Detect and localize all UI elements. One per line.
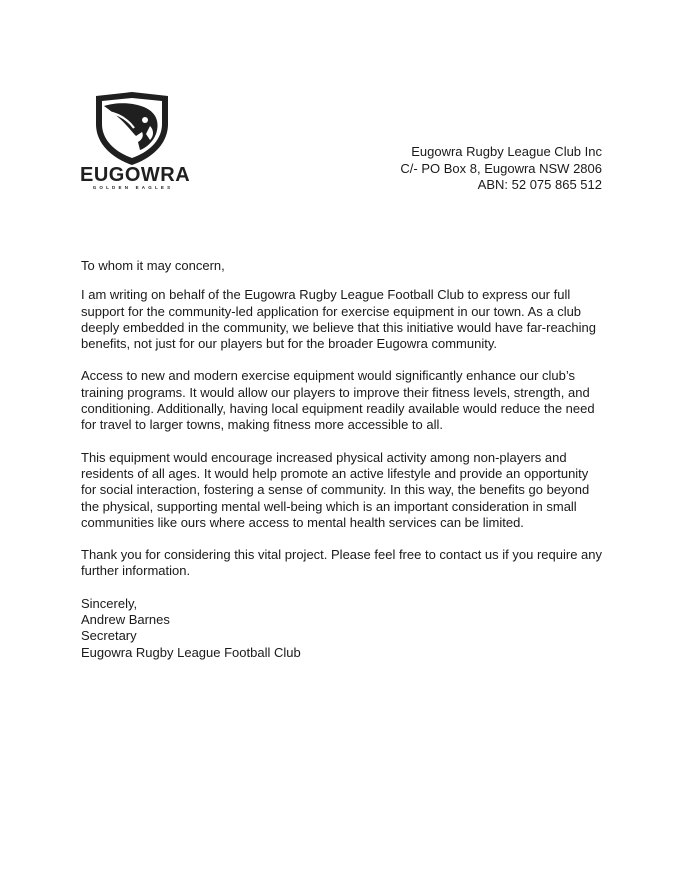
sender-line-2: C/- PO Box 8, Eugowra NSW 2806 — [400, 160, 602, 176]
club-logo — [80, 90, 191, 190]
paragraph-4: Thank you for considering this vital project. Please feel free to contact us if you require any further information. — [81, 547, 602, 579]
logo-subtitle: GOLDEN EAGLES — [92, 185, 174, 190]
sender-address — [400, 144, 602, 194]
paragraph-2: Access to new and modern exercise equipment would significantly enhance our club’s training programs. It would allow our players to improve their fitness levels, strength, and conditioning. Additionally, having local equipment readily available would reduce the need for travel to larger towns, making fitness more accessible to all. — [81, 368, 595, 433]
paragraph-3: This equipment would encourage increased physical activity among non-players and residents of all ages. It would help promote an active lifestyle and provide an opportunity for social interaction, fostering a sense of community. In this way, the benefits go beyond the physical, supporting mental well-being which is an important consideration in small communities like ours where access to mental health services can be limited. — [81, 449, 590, 530]
signatory-name: Andrew Barnes — [81, 612, 170, 628]
eagle-shield-icon — [90, 90, 174, 166]
sender-line-1: Eugowra Rugby League Club Inc — [411, 144, 602, 159]
signature-block — [81, 596, 606, 661]
sender-line-3: ABN: 52 075 865 512 — [477, 177, 602, 192]
paragraph-1: I am writing on behalf of the Eugowra Rugby League Football Club to express our full support for the community-led application for exercise equipment in our town. As a club deeply embedded in the community, we believe that this initiative would have far-reaching benefits, not just for our players but for the broader Eugowra community. — [81, 287, 596, 352]
letter-body — [81, 258, 606, 661]
logo-wordmark: EUGOWRA — [80, 164, 191, 186]
closing: Sincerely, — [81, 595, 138, 611]
signatory-org: Eugowra Rugby League Football Club — [81, 644, 301, 660]
salutation: To whom it may concern, — [81, 258, 225, 273]
signatory-title: Secretary — [81, 628, 137, 644]
